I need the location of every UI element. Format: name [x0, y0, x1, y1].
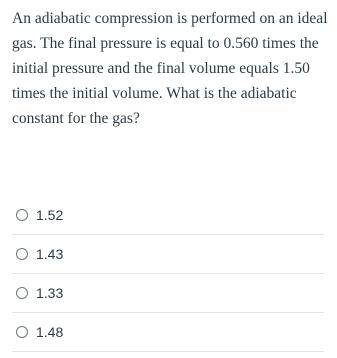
answer-label: 1.33 — [36, 285, 64, 301]
radio-button[interactable] — [16, 209, 28, 221]
answer-option[interactable] — [12, 274, 324, 313]
radio-button[interactable] — [16, 287, 28, 299]
answer-option[interactable] — [12, 196, 324, 235]
answer-label: 1.52 — [36, 207, 64, 223]
radio-button[interactable] — [16, 326, 28, 338]
answer-label: 1.43 — [36, 246, 64, 262]
answer-options — [12, 196, 324, 352]
answer-option[interactable] — [12, 313, 324, 352]
radio-button[interactable] — [16, 248, 28, 260]
answer-label: 1.48 — [36, 324, 64, 340]
question-text: An adiabatic compression is performed on an ideal gas. The final pressure is equal to 0.560 times the initial pressure and the final volume equals 1.50 times the initial volume. What is the adiabatic constant for the gas? — [12, 10, 328, 127]
answer-option[interactable] — [12, 235, 324, 274]
